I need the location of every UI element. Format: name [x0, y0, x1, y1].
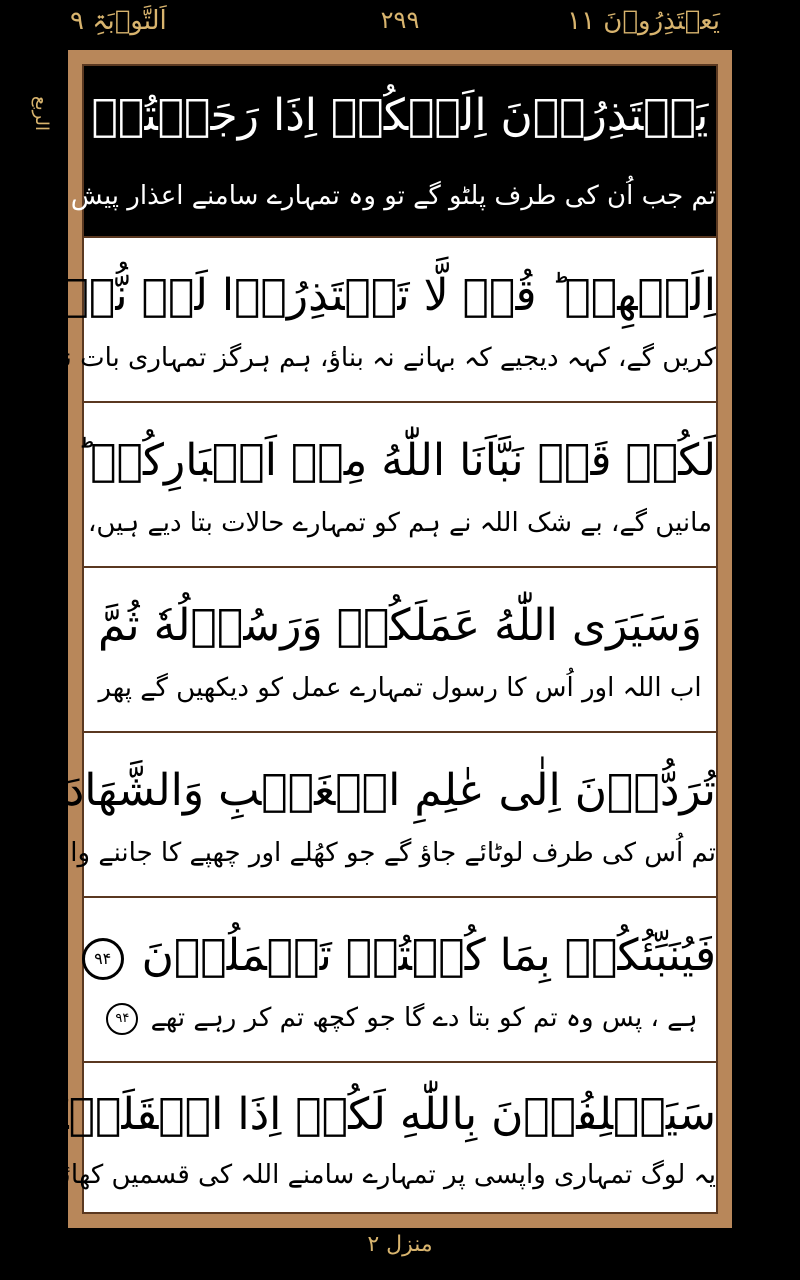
arabic-line: يَعۡتَذِرُوۡنَ اِلَيۡكُمۡ اِذَا رَجَعۡتُمۡ: [91, 90, 709, 141]
urdu-line: کریں گے، کہہ دیجیے کہ بہانے نہ بناؤ، ہم ہرگز تمہاری بات نہ: [49, 343, 716, 373]
arabic-line: سَيَحۡلِفُوۡنَ بِاللّٰهِ لَكُمۡ اِذَا انۡقَلَبۡتُمۡ: [2, 1089, 716, 1140]
ayah-number-marker: ۹۴: [106, 1003, 138, 1035]
verse-row: [84, 568, 716, 733]
arabic-text: فَيُنَبِّئُكُمۡ بِمَا كُنۡتُمۡ تَعۡمَلُوۡنَ: [141, 930, 716, 981]
urdu-line: [84, 998, 716, 1038]
urdu-line: تم جب اُن کی طرف پلٹو گے تو وہ تمہارے سامنے اعذار پیش: [70, 181, 716, 211]
verse-row: [0, 1063, 716, 1212]
urdu-line: تم اُس کی طرف لوٹائے جاؤ گے جو کھُلے اور چھپے کا جاننے والا: [55, 838, 716, 868]
rub-marker: الربع: [31, 96, 52, 132]
urdu-line: مانیں گے، بے شک اللہ نے ہم کو تمہارے حالات بتا دیے ہیں،: [87, 508, 713, 538]
arabic-line: وَسَيَرَى اللّٰهُ عَمَلَكُمۡ وَرَسُوۡلُهٗ ثُمَّ: [98, 600, 702, 651]
page-number: ۲۹۹: [380, 6, 420, 34]
urdu-text: ہے ، پس وہ تم کو بتا دے گا جو کچھ تم کر رہے تھے: [150, 1003, 698, 1033]
urdu-line: یہ لوگ تمہاری واپسی پر تمہارے سامنے اللہ کی قسمیں کھائیں گے: [0, 1160, 716, 1190]
arabic-line: لَكُمۡ قَدۡ نَبَّاَنَا اللّٰهُ مِنۡ اَخۡبَارِكُمۡ ؕ: [76, 435, 716, 486]
juz-name: يَعۡتَذِرُوۡنَ ۱۱: [567, 6, 720, 36]
surah-name: اَلتَّوۡبَۃِ ۹: [70, 6, 167, 36]
arabic-line: اِلَيۡهِمۡ ؕ قُلۡ لَّا تَعۡتَذِرُوۡا لَنۡ نُّؤۡمِنَ: [5, 270, 716, 321]
verse-row: [76, 403, 716, 568]
verse-row: [70, 66, 716, 238]
manzil-label: منزل ۲: [367, 1232, 433, 1257]
arabic-line: تُرَدُّوۡنَ اِلٰى عٰلِمِ الۡغَيۡبِ وَالشَّهَادَةِ: [41, 765, 716, 816]
verse-row: [41, 733, 716, 898]
arabic-line: [84, 928, 716, 984]
urdu-line: اب اللہ اور اُس کا رسول تمہارے عمل کو دیکھیں گے پھر: [98, 673, 702, 703]
verse-row: [5, 238, 716, 403]
ayah-number-marker: ۹۴: [82, 938, 124, 980]
page-header: [0, 0, 800, 50]
verse-row: [84, 898, 716, 1063]
